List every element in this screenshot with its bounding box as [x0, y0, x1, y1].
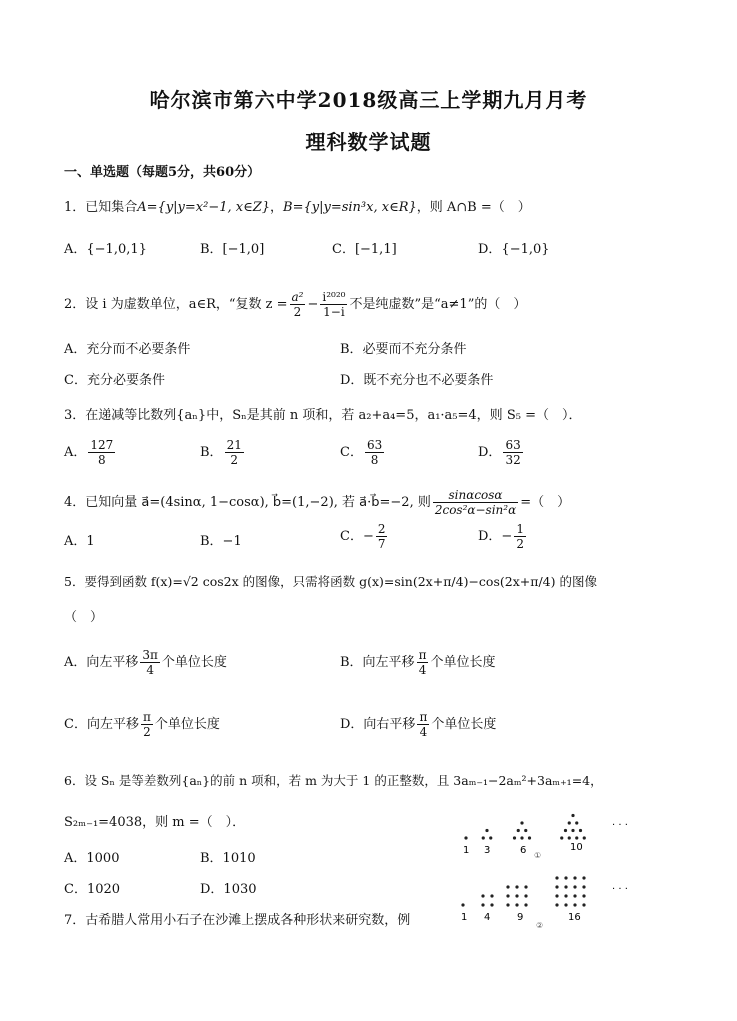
- fig2-label-2: 4: [484, 912, 491, 923]
- q4-frac-den: 2cos²α−sin²α: [434, 503, 517, 517]
- q3-option-a: [64, 438, 117, 467]
- q4-stem-b: =（ ）: [520, 495, 571, 510]
- q5-option-b: [340, 648, 495, 677]
- q3-b-den: 2: [230, 453, 239, 467]
- square-pebble: [582, 876, 585, 879]
- q2-stem-b: 不是纯虚数”是“a≠1”的（ ）: [349, 297, 527, 312]
- triangular-pebble: [513, 836, 516, 839]
- q2-frac2-den: 1−i: [323, 305, 345, 319]
- q2-stem-a: 2．设 i 为虚数单位，a∈R，“复数 z =: [64, 297, 288, 312]
- question-7: 7．古希腊人常用小石子在沙滩上摆成各种形状来研究数，例: [64, 913, 411, 928]
- question-6-cont: S₂ₘ₋₁=4038，则 m =（ ）．: [64, 815, 246, 830]
- fig2-tag: ②: [536, 921, 544, 930]
- q1-option-d: D．{−1,0}: [478, 242, 550, 257]
- q4-stem-a: 4．已知向量 a⃗=(4sinα, 1−cosα), b⃗=(1,−2), 若 a⃗·b⃗=−2, 则: [64, 495, 431, 510]
- q3-option-c: [340, 438, 386, 467]
- q3-d-num: 63: [505, 438, 521, 452]
- q5-option-c: [64, 710, 220, 739]
- q3-b-num: 21: [226, 438, 242, 452]
- q5-option-a: [64, 648, 227, 677]
- exam-title: 哈尔滨市第六中学2018级高三上学期九月月考: [149, 88, 588, 112]
- triangular-pebble: [485, 829, 488, 832]
- q4-c-label: C．−: [340, 529, 374, 544]
- q4-d-den: 2: [516, 537, 524, 551]
- q5-c-fraction: [141, 710, 153, 739]
- fig1-label-1: 1: [463, 845, 470, 856]
- q3-a-den: 8: [98, 453, 106, 467]
- square-pebble: [524, 903, 527, 906]
- q2-option-d: D．既不充分也不必要条件: [340, 373, 494, 388]
- q5-b-den: 4: [418, 663, 427, 677]
- q2-frac1-num: a²: [291, 290, 304, 304]
- triangular-pebble: [520, 836, 523, 839]
- question-2: [64, 290, 526, 319]
- square-pebble: [524, 885, 527, 888]
- q4-c-num: 2: [377, 522, 386, 536]
- fig1-ellipsis: · · ·: [612, 820, 628, 831]
- q3-option-d: [478, 438, 525, 467]
- q2-option-a: A．充分而不必要条件: [64, 342, 191, 357]
- q6-option-a: A．1000: [64, 851, 120, 866]
- fig2-label-3: 9: [517, 912, 524, 923]
- fig2-label-4: 16: [568, 912, 581, 923]
- fig2-ellipsis: · · ·: [612, 884, 628, 895]
- q2-option-b: B．必要而不充分条件: [340, 342, 467, 357]
- triangular-pebble: [568, 821, 571, 824]
- q1-stem-b: ，则 A∩B =（ ）: [416, 200, 531, 215]
- square-pebble: [564, 876, 567, 879]
- fig1-tag: ①: [534, 851, 542, 860]
- square-pebble: [515, 894, 518, 897]
- triangular-pebble: [579, 829, 582, 832]
- q4-d-label: D．−: [478, 529, 513, 544]
- q4-d-num: 1: [516, 522, 524, 536]
- triangular-pebble: [520, 821, 523, 824]
- square-pebble: [481, 894, 484, 897]
- triangular-pebble: [583, 836, 586, 839]
- square-pebble: [573, 903, 576, 906]
- square-pebble: [555, 876, 558, 879]
- question-6: 6．设 Sₙ 是等差数列{aₙ}的前 n 项和，若 m 为大于 1 的正整数，且 3aₘ₋₁−2aₘ²+3aₘ₊₁=4，: [64, 773, 603, 788]
- square-pebble: [573, 894, 576, 897]
- q1-sep: ，: [270, 200, 284, 215]
- fig1-label-4: 10: [570, 842, 583, 853]
- fig1-label-3: 6: [520, 845, 527, 856]
- question-5: 5．要得到函数 f(x)=√2 cos2x 的图像，只需将函数 g(x)=sin(2x+π/4)−cos(2x+π/4) 的图像: [64, 574, 597, 589]
- q1-set-a: A={y|y=x²−1, x∈Z}: [137, 200, 271, 215]
- square-pebble: [564, 903, 567, 906]
- q4-option-b: B．−1: [200, 534, 242, 549]
- square-pebble: [555, 894, 558, 897]
- triangular-pebble: [524, 829, 527, 832]
- q5-b-label: B．向左平移: [340, 655, 415, 670]
- q4-option-c: [340, 522, 389, 551]
- q3-b-fraction: [225, 438, 244, 467]
- triangular-pebble: [571, 814, 574, 817]
- q5-b-unit: 个单位长度: [430, 655, 496, 670]
- q5-d-label: D．向右平移: [340, 717, 416, 732]
- q3-d-fraction: [503, 438, 522, 467]
- q3-b-label: B．: [200, 445, 223, 460]
- q3-d-den: 32: [505, 453, 521, 467]
- q1-set-b: B={y|y=sin³x, x∈R}: [283, 200, 417, 215]
- triangular-pebble: [564, 829, 567, 832]
- section-heading: 一、单选题（每题5分，共60分）: [64, 165, 261, 180]
- q5-b-num: π: [418, 648, 427, 662]
- question-3: 3．在递减等比数列{aₙ}中，Sₙ是其前 n 项和，若 a₂+a₄=5，a₁·a₅=4，则 S₅ =（ ）．: [64, 408, 582, 423]
- q6-option-c: C．1020: [64, 882, 121, 897]
- q6-option-d: D．1030: [200, 882, 257, 897]
- q5-c-label: C．向左平移: [64, 717, 139, 732]
- q5-c-unit: 个单位长度: [154, 717, 220, 732]
- q3-c-fraction: [365, 438, 384, 467]
- square-pebble: [506, 903, 509, 906]
- triangular-pebble: [575, 821, 578, 824]
- square-pebble: [524, 894, 527, 897]
- square-pebble: [564, 894, 567, 897]
- square-pebble: [481, 903, 484, 906]
- q1-option-b: B．[−1,0]: [200, 242, 265, 257]
- q3-c-num: 63: [366, 438, 383, 452]
- square-pebble: [582, 903, 585, 906]
- q3-c-den: 8: [370, 453, 379, 467]
- square-pebble: [582, 885, 585, 888]
- triangular-pebble: [489, 836, 492, 839]
- q1-option-a: A．{−1,0,1}: [64, 242, 147, 257]
- square-pebble: [461, 903, 464, 906]
- q2-minus: −: [307, 297, 319, 312]
- q2-fraction-1: [290, 290, 306, 319]
- square-pebble: [555, 903, 558, 906]
- q4-frac-num: sinαcosα: [433, 488, 518, 503]
- square-pebble: [582, 894, 585, 897]
- square-pebble: [515, 903, 518, 906]
- q5-d-den: 4: [419, 725, 428, 739]
- q4-d-fraction: [514, 522, 526, 551]
- square-pebble: [573, 885, 576, 888]
- q3-option-b: [200, 438, 246, 467]
- square-pebble: [555, 885, 558, 888]
- q3-c-label: C．: [340, 445, 363, 460]
- triangular-pebble: [571, 829, 574, 832]
- q4-fraction: [433, 488, 518, 517]
- exam-subtitle: 理科数学试题: [305, 130, 432, 154]
- square-pebble: [490, 903, 493, 906]
- q2-fraction-2: [320, 290, 347, 319]
- square-pebble: [515, 885, 518, 888]
- q5-c-num: π: [142, 710, 151, 724]
- triangular-pebble: [464, 836, 467, 839]
- q5-d-fraction: [417, 710, 429, 739]
- q2-option-c: C．充分必要条件: [64, 373, 165, 388]
- q4-option-a: A．1: [64, 534, 95, 549]
- square-pebble: [564, 885, 567, 888]
- q4-c-fraction: [376, 522, 388, 551]
- q5-a-num: 3π: [142, 648, 158, 662]
- triangular-pebble: [517, 829, 520, 832]
- q3-a-fraction: [88, 438, 115, 467]
- q4-option-d: [478, 522, 528, 551]
- q5-option-d: [340, 710, 496, 739]
- square-pebble: [506, 885, 509, 888]
- q5-c-den: 2: [143, 725, 151, 739]
- square-pebble: [506, 894, 509, 897]
- q5-a-den: 4: [146, 663, 154, 677]
- triangular-pebble: [560, 836, 563, 839]
- square-pebble: [573, 876, 576, 879]
- triangular-pebble: [528, 836, 531, 839]
- q1-option-c: C．[−1,1]: [332, 242, 397, 257]
- triangular-pebble: [482, 836, 485, 839]
- question-1: [64, 198, 531, 218]
- square-pebble: [490, 894, 493, 897]
- q6-option-b: B．1010: [200, 851, 256, 866]
- q4-c-den: 7: [377, 537, 386, 551]
- q5-d-num: π: [419, 710, 428, 724]
- q5-a-fraction: [140, 648, 160, 677]
- q2-frac1-den: 2: [293, 305, 302, 319]
- q5-d-unit: 个单位长度: [431, 717, 497, 732]
- q2-frac2-num: i²⁰²⁰: [322, 290, 346, 304]
- q5-a-label: A．向左平移: [64, 655, 139, 670]
- triangular-pebble: [575, 836, 578, 839]
- q1-stem-a: 1．已知集合: [64, 200, 138, 215]
- question-4: [64, 488, 570, 517]
- q5-a-unit: 个单位长度: [161, 655, 227, 670]
- fig1-label-2: 3: [484, 845, 491, 856]
- q3-a-num: 127: [90, 438, 114, 452]
- q3-d-label: D．: [478, 445, 502, 460]
- pebble-dots: [461, 814, 585, 907]
- triangular-pebble: [568, 836, 571, 839]
- question-5-paren: （ ）: [64, 610, 104, 625]
- q3-a-label: A．: [64, 445, 87, 460]
- q5-b-fraction: [417, 648, 429, 677]
- fig2-label-1: 1: [461, 912, 468, 923]
